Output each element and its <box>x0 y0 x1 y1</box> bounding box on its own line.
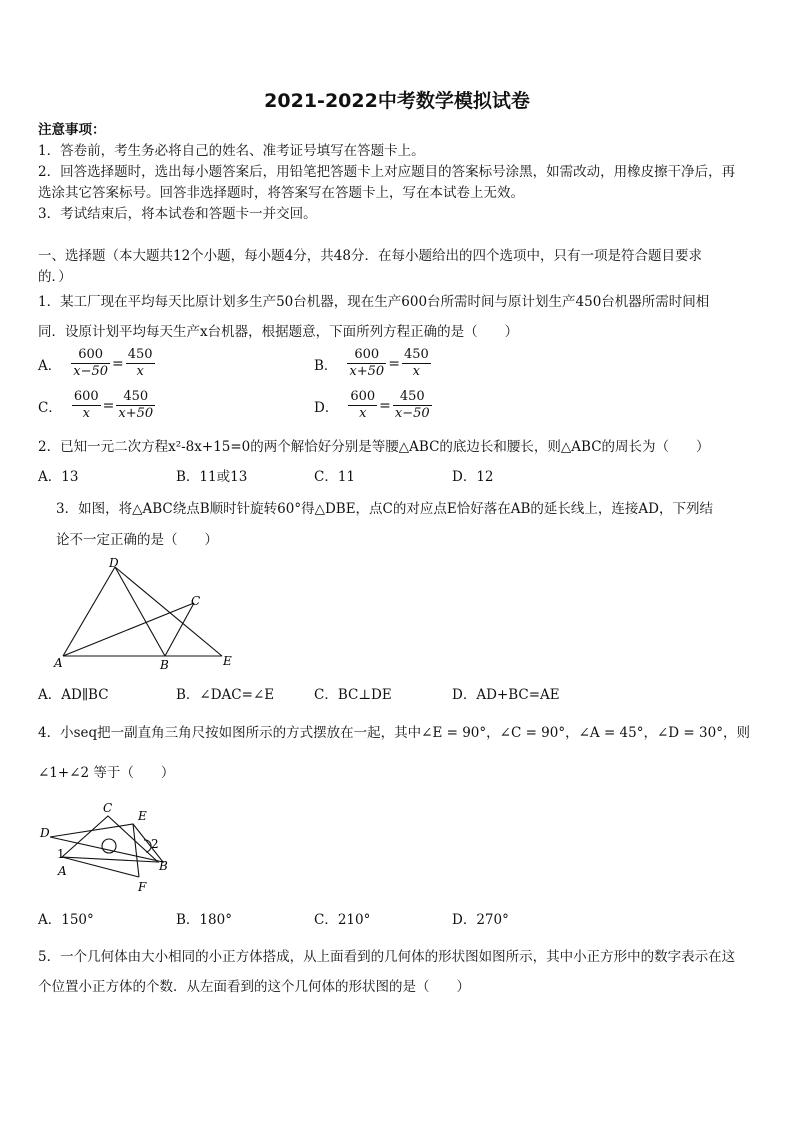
option-label: A． <box>38 357 62 374</box>
q2-option-b: B．11或13 <box>176 469 248 485</box>
point-label-e: E <box>138 809 147 823</box>
point-label-d: D <box>109 556 119 570</box>
section-heading-cont: 的．） <box>38 269 72 285</box>
q3-option-c: C．BC⊥DE <box>314 687 392 703</box>
notice-item: 2．回答选择题时，选出每小题答案后，用铅笔把答题卡上对应题目的答案标号涂黑，如需改动，用橡皮擦干净后，再 <box>38 164 736 180</box>
point-label-a: A <box>54 656 63 670</box>
q1-option-a: A． $\frac{600}{x-50}$ = $\frac{450}{x}$ <box>38 347 153 379</box>
segment-ac <box>63 603 194 656</box>
q2-option-a: A．13 <box>38 469 79 485</box>
q3-option-b: B．∠DAC=∠E <box>176 687 275 703</box>
q2-option-d: D．12 <box>452 469 494 485</box>
notice-item: 1．答卷前，考生务必将自己的姓名、准考证号填写在答题卡上。 <box>38 143 425 159</box>
point-label-e: E <box>223 654 232 668</box>
q4-stem-cont: ∠1+∠2 等于（ ） <box>38 765 175 781</box>
segment-ad <box>63 567 115 656</box>
angle-label-2: 2 <box>151 837 159 851</box>
q5-stem: 5．一个几何体由大小相同的小正方体搭成，从上面看到的几何体的形状图如图所示，其中小正方形中的数字表示在这 <box>38 949 736 965</box>
q2-option-c: C．11 <box>314 469 356 485</box>
notice-item: 3．考试结束后，将本试卷和答题卡一并交回。 <box>38 206 317 222</box>
q5-stem-cont: 个位置小正方体的个数．从左面看到的这个几何体的形状图的是（ ） <box>38 979 470 995</box>
segment-db <box>115 567 165 656</box>
q2-stem: 2．已知一元二次方程x²-8x+15=0的两个解恰好分别是等腰△ABC的底边长和腰长，则△ABC的周长为（ ） <box>38 439 710 455</box>
q3-option-d: D．AD+BC=AE <box>452 687 560 703</box>
q4-option-c: C．210° <box>314 912 371 928</box>
q4-option-a: A．150° <box>38 912 94 928</box>
section-heading: 一、选择题（本大题共12个小题，每小题4分，共48分．在每小题给出的四个选项中，只有一项是符合题目要求 <box>38 248 702 264</box>
q3-stem: 3．如图，将△ABC绕点B顺时针旋转60°得△DBE，点C的对应点E恰好落在AB的延长线上，连接AD，下列结 <box>56 501 713 517</box>
q4-option-d: D．270° <box>452 912 509 928</box>
q1-option-d: D． $\frac{600}{x}$ = $\frac{450}{x-50}$ <box>314 389 430 421</box>
triangle-def <box>50 824 163 862</box>
q4-stem: 4．小seq把一副直角三角尺按如图所示的方式摆放在一起，其中∠E = 90°，∠C = 90°，∠A = 45°，∠D = 30°，则 <box>38 725 750 741</box>
q1-option-c: C． $\frac{600}{x}$ = $\frac{450}{x+50}$ <box>38 389 154 421</box>
q4-option-b: B．180° <box>176 912 232 928</box>
notice-item: 选涂其它答案标号。回答非选择题时，将答案写在答题卡上，写在本试卷上无效。 <box>38 185 524 201</box>
point-label-b: B <box>160 658 169 672</box>
point-label-c: C <box>191 594 201 608</box>
option-label: B． <box>314 357 338 374</box>
point-label-a: A <box>58 864 67 878</box>
point-label-f: F <box>138 880 147 894</box>
page-title: 2021-2022中考数学模拟试卷 <box>264 90 530 112</box>
segment-ef <box>133 824 139 877</box>
option-label: C． <box>38 399 62 416</box>
q3-option-a: A．AD∥BC <box>38 687 109 703</box>
q3-figure <box>50 555 240 673</box>
notice-heading: 注意事项： <box>38 122 106 138</box>
q1-stem: 1．某工厂现在平均每天比原计划多生产50台机器，现在生产600台所需时间与原计划生产450台机器所需时间相 <box>38 294 710 310</box>
angle-label-1: 1 <box>57 847 65 861</box>
point-label-c: C <box>103 801 113 815</box>
q1-stem-cont: 同．设原计划平均每天生产x台机器，根据题意，下面所列方程正确的是（ ） <box>38 324 519 340</box>
angle-mark-circle <box>102 839 116 853</box>
point-label-d: D <box>40 826 50 840</box>
option-label: D． <box>314 399 339 416</box>
q4-figure <box>36 800 176 895</box>
segment-de <box>115 567 222 656</box>
q1-option-b: B． $\frac{600}{x+50}$ = $\frac{450}{x}$ <box>314 347 429 379</box>
point-label-b: B <box>159 859 168 873</box>
q3-stem-cont: 论不一定正确的是（ ） <box>56 532 218 548</box>
